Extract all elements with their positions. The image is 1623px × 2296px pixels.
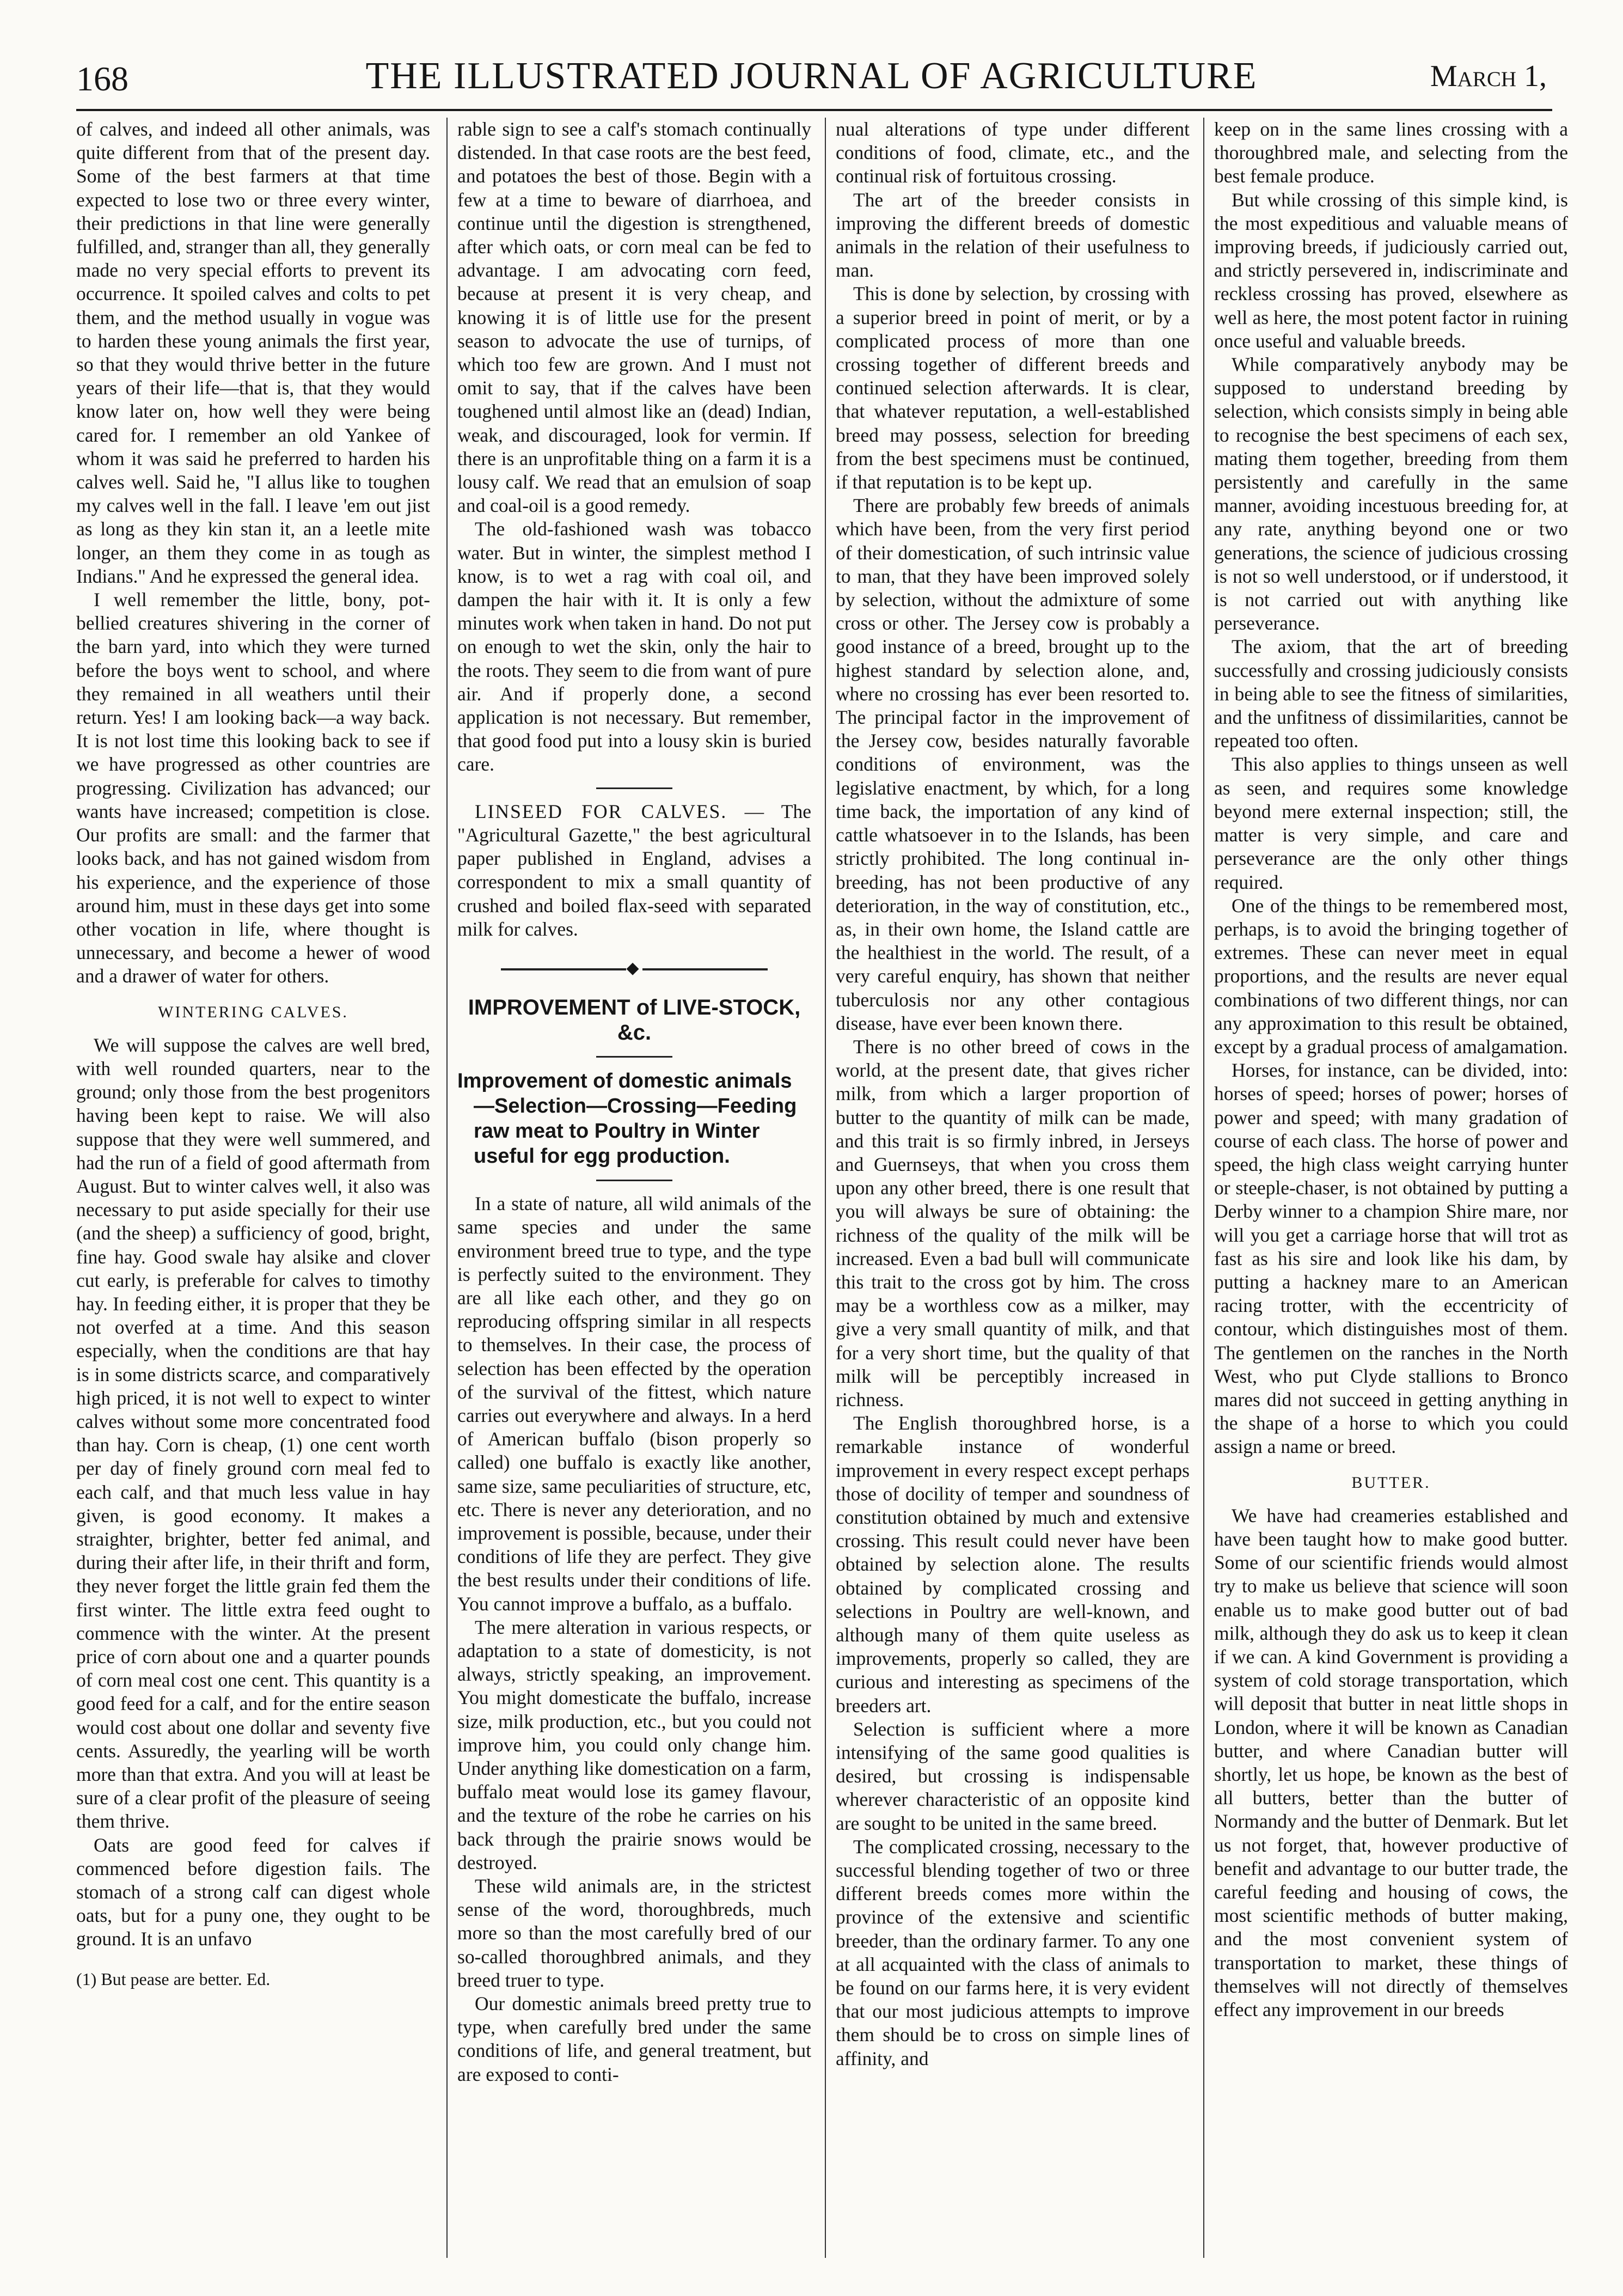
separator-rule: [596, 787, 672, 789]
separator-rule: [596, 1056, 672, 1058]
paragraph: The complicated crossing, necessary to the successful blending together of two or three different breeds comes more within the province of the extensive and scientific breeder, than the ordinary farmer. To any one at all acquainted with the class of animals to be found on our farms here, it is very evident that our most judicious attempts to improve them should be to cross on simple lines of affinity, and: [836, 1835, 1190, 2069]
linseed-heading: LINSEED FOR CALVES.: [475, 800, 727, 822]
ornamental-rule: ◆: [457, 956, 811, 980]
paragraph: While comparatively anybody may be supposed to understand breeding by selection, which consists simply in being able to recognise the best specimens of each sex, mating them together, breeding from them persistently and carefully in the same manner, avoiding incestuous breeding for, at any rate, anything beyond one or two generations, the science of judicious crossing is not so well understood, or if understood, it is not carried out with anything like perseverance.: [1214, 353, 1568, 634]
column-divider: [1203, 118, 1204, 2258]
column-4: [1214, 118, 1568, 2252]
separator-rule: [596, 1180, 672, 1181]
column-1: [76, 118, 430, 2258]
page-number: 168: [76, 59, 128, 98]
paragraph: The axiom, that the art of breeding successfully and crossing judiciously consists in being able to see the fitness of similarities, and the unfitness of dissimilarities, cannot be repeated too often.: [1214, 636, 1568, 752]
paragraph: Selection is sufficient where a more intensifying of the same good qualities is desired, but crossing is indispensable wherever characteristic of an opposite kind are sought to be united in the same breed.: [836, 1718, 1190, 1834]
paragraph: Oats are good feed for calves if commenced before digestion fails. The stomach of a strong calf can digest whole oats, but for a puny one, they ought to be ground. It is an unfavo: [76, 1834, 430, 1950]
paragraph: We will suppose the calves are well bred, with well rounded quarters, near to the ground; only those from the best progenitors having been kept to raise. We will also suppose that they were well summered, and had the run of a field of good aftermath from August. But to winter calves well, it also was necessary to put aside specially for their use (and the sheep) a sufficiency of good, bright, fine hay. Good swale hay alsike and clover cut early, is preferable for calves to timothy hay. In feeding either, it is proper that they be not overfed at a time. And this season especially, when the conditions are that hay is in some districts scarce, and comparatively high priced, it is not well to expect to winter calves without some more concentrated food than hay. Corn is cheap, (1) one cent worth per day of finely ground corn meal fed to each calf, and that much less value in hay given, is good economy. It makes a straighter, brighter, better fed animal, and during their after life, in their thrift and form, they never forget the little grain fed them the first winter. The little extra feed ought to commence with the winter. At the present price of corn about one and a quarter pounds of corn meal cost one cent. This quantity is a good feed for a calf, and for the entire season would cost about one dollar and seventy five cents. Assuredly, the yearling will be worth more than that extra. And you will at least be sure of a clear profit of the pleasure of seeing them thrive.: [76, 1034, 430, 1833]
paragraph: This is done by selection, by crossing with a superior breed in point of merit, or by a complicated process of more than one crossing together of different breeds and continued selection afterwards. It is clear, that whatever reputation, a well-established breed may possess, selection for breeding from the best specimens must be continued, if that reputation is to be kept up.: [836, 283, 1190, 493]
paragraph: There are probably few breeds of animals which have been, from the very first period of their domestication, of such intrinsic value to man, that they have been improved solely by selection, without the admixture of some cross or other. The Jersey cow is probably a good instance of a breed, brought up to the highest standard by selection alone, and, where no crossing has ever been resorted to. The principal factor in the improvement of the Jersey cow, besides naturally favorable conditions of environment, was the legislative enactment, by which, for a long time back, the importation of any kind of cattle whatsoever in to the Islands, has been strictly prohibited. The long continual in-breeding, has not been productive of any deterioration, in the way of constitution, etc., as, in their own home, the Island cattle are the healthiest in the world. The result, of a very careful enquiry, has shown that neither tuberculosis nor any other contagious disease, have ever been known there.: [836, 494, 1190, 1034]
paragraph: Our domestic animals breed pretty true to type, when carefully bred under the same conditions of life, and general treatment, but are exposed to conti-: [457, 1993, 811, 2085]
paragraph: There is no other breed of cows in the world, at the present date, that gives richer milk, from which a larger proportion of butter to the quantity of milk can be made, and this trait is so firmly inbred, in Jerseys and Guernseys, that when you cross them upon any other breed, there is one result that you will always be sure of obtaining: the richness of the quality of the milk will be increased. Even a bad bull will communicate this trait to the cross got by him. The cross may be a worthless cow as a milker, may give a very small quantity of milk, and that for a very short time, but the quality of that milk will be perceptibly increased in richness.: [836, 1035, 1190, 1410]
linseed-paragraph: [457, 800, 811, 941]
issue-date: March 1,: [1430, 59, 1547, 93]
paragraph: The mere alteration in various respects, or adaptation to a state of domesticity, is not always, strictly speaking, an improvement. You might domesticate the buffalo, increase size, milk production, etc., but you could not improve him, you could only change him. Under anything like domestication on a farm, buffalo meat would lose its gamey flavour, and the texture of the robe he carries on his back through the prairie snows would be destroyed.: [457, 1616, 811, 1873]
heading-wintering-calves: WINTERING CALVES.: [158, 1003, 348, 1021]
header-rule: [76, 109, 1552, 111]
paragraph: But while crossing of this simple kind, is the most expeditious and valuable means of improving breeds, if judiciously carried out, and strictly persevered in, indiscriminate and reckless crossing has proved, elsewhere as well as here, the most potent factor in ruining once useful and valuable breeds.: [1214, 188, 1568, 352]
column-divider: [825, 118, 826, 2258]
article-subtitle: Improvement of domestic animals—Selection—Crossing—Feeding raw meat to Poultry in Winter useful for egg production.: [457, 1070, 797, 1168]
footnote: (1) But pease are better. Ed.: [76, 1969, 271, 1989]
section-title: IMPROVEMENT of LIVE-STOCK, &c.: [468, 996, 801, 1045]
paragraph: nual alterations of type under different conditions of food, climate, etc., and the continual risk of fortuitous crossing.: [836, 118, 1190, 187]
column-2: [457, 118, 811, 2252]
paragraph: rable sign to see a calf's stomach continually distended. In that case roots are the best feed, and potatoes the best of those. Begin with a few at a time to beware of diarrhoea, and continue until the digestion is strengthened, after which oats, or corn meal can be fed to advantage. I am advocating corn feed, because at present it is very cheap, and knowing it is of little use for the present season to advocate the use of turnips, of which too few are grown. And I must not omit to say, that if the calves have been toughened until almost like an (dead) Indian, weak, and discouraged, look for vermin. If there is an unprofitable thing on a farm it is a lousy calf. We read that an emulsion of soap and coal-oil is a good remedy.: [457, 118, 811, 517]
paragraph: These wild animals are, in the strictest sense of the word, thoroughbreds, much more so than the most carefully bred of our so-called thoroughbred animals, and they breed truer to type.: [457, 1875, 811, 1991]
paragraph: We have had creameries established and have been taught how to make good butter. Some of our scientific friends would almost try to make us believe that science will soon enable us to make good butter out of bad milk, although they do ask us to keep it clean if we can. A kind Government is providing a system of cold storage transportation, which will deposit that butter in neat little shops in London, where it will be known as Canadian butter, and where Canadian butter will shortly, let us hope, be known as the best of all butters, better than the butter of Normandy and the butter of Denmark. But let us not forget, that, however productive of benefit and advantage to our butter trade, the careful feeding and housing of cows, the most scientific methods of butter making, and the most convenient system of transportation to market, these things of themselves will not directly of themselves effect any improvement in our breeds: [1214, 1504, 1568, 2021]
linseed-text: — The "Agricultural Gazette," the best agricultural paper published in England, advises a correspondent to mix a small quantity of crushed and boiled flax-seed with separated milk for calves.: [457, 800, 811, 940]
paragraph: I well remember the little, bony, pot-bellied creatures shivering in the corner of the barn yard, into which they were turned before the boys went to school, and where they remained in all weathers until their return. Yes! I am looking back—a way back. It is not lost time this looking back to see if we have progressed as other countries are progressing. Civilization has advanced; our wants have increased; competition is close. Our profits are small: and the farmer that looks back, and has not gained wisdom from his experience, and the experience of those around him, must in these days get into some other vocation in life, where thought is unnecessary, and become a hewer of wood and a drawer of water for others.: [76, 589, 430, 987]
journal-title: THE ILLUSTRATED JOURNAL OF AGRICULTURE: [365, 55, 1258, 97]
paragraph: In a state of nature, all wild animals of the same species and under the same environment breed true to type, and the type is perfectly suited to the environment. They are all like each other, and they go on reproducing offspring similar in all respects to themselves. In their case, the process of selection has been effected by the operation of the survival of the fittest, which nature carries out everywhere and always. In a herd of American buffalo (bison properly so called) one buffalo is exactly like another, same size, same peculiarities of structure, etc, etc. There is never any deterioration, and no improvement is possible, because, under their conditions of life they are perfect. They give the best results under their conditions of life. You cannot improve a buffalo, as a buffalo.: [457, 1193, 811, 1615]
paragraph: The English thoroughbred horse, is a remarkable instance of wonderful improvement in every respect except perhaps those of docility of temper and soundness of constitution obtained by much and extensive crossing. This result could never have been obtained by selection alone. The results obtained by complicated crossing and selections in Poultry are well-known, and although many of them quite useless as improvements, properly so called, they are curious and interesting as specimens of the breeders art.: [836, 1412, 1190, 1717]
paragraph: One of the things to be remembered most, perhaps, is to avoid the bringing together of extremes. These can never meet in equal proportions, and the results are never equal combinations of two different things, nor can any approximation to this result be obtained, except by a gradual process of amalgamation.: [1214, 894, 1568, 1058]
paragraph: The old-fashioned wash was tobacco water. But in winter, the simplest method I know, is to wet a rag with coal oil, and dampen the hair with it. It is only a few minutes work when taken in hand. Do not put on enough to wet the skin, only the hair to the roots. They seem to die from want of pure air. And if properly done, a second application is not necessary. But remember, that good food put into a lousy skin is buried care.: [457, 518, 811, 775]
paragraph: keep on in the same lines crossing with a thoroughbred male, and selecting from the best female produce.: [1214, 118, 1568, 187]
paragraph: The art of the breeder consists in improving the different breeds of domestic animals in the relation of their usefulness to man.: [836, 188, 1190, 282]
paragraph: Horses, for instance, can be divided, into: horses of speed; horses of power; horses of power and speed; with many gradation of course of each class. The horse of power and speed, the high class weight carrying hunter or steeple-chaser, is not obtained by putting a Derby winner to a champion Shire mare, nor will you get a carriage horse that will trot as fast as his sire and look like his dam, by putting a hackney mare to an American racing trotter, with the eccentricity of contour, which distinguishes most of them. The gentlemen on the ranches in the North West, who put Clyde stallions to Bronco mares did not succeed in getting anything in the shape of a horse to which you could assign a name or breed.: [1214, 1059, 1568, 1458]
paragraph: This also applies to things unseen as well as seen, and requires some knowledge beyond mere external inspection; still, the matter is very simple, and care and perseverance are the only other things required.: [1214, 753, 1568, 893]
column-divider: [446, 118, 448, 2258]
heading-butter: BUTTER.: [1351, 1473, 1431, 1492]
paragraph: of calves, and indeed all other animals, was quite different from that of the present day. Some of the best farmers at that time expected to lose two or three every winter, their predictions in that line were generally fulfilled, and, stranger than all, they generally made no very special efforts to prevent its occurrence. It spoiled calves and colts to pet them, and the method usually in vogue was to harden these young animals the first year, so that they would thrive better in the future years of their life—that is, that they would know later on, how well they were being cared for. I remember an old Yankee of whom it was said he preferred to harden his calves well. Said he, "I allus like to toughen my calves well in the fall. I leave 'em out jist as long as they kin stan it, an a leetle mite longer, an them they come in as tough as Indians." And he expressed the general idea.: [76, 118, 430, 587]
column-3: [836, 118, 1190, 2252]
